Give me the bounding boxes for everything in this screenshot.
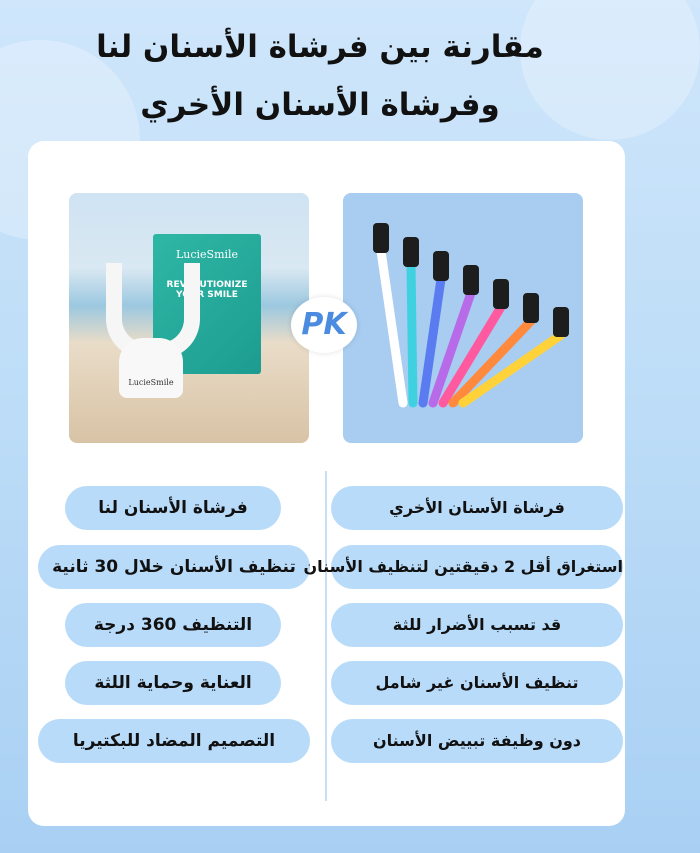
our-toothbrush-photo <box>69 193 309 443</box>
toothbrush-bristles <box>553 307 569 337</box>
other-feature-pill: استغراق أقل 2 دقيقتين لتنظيف الأسنان <box>331 545 623 589</box>
page-title <box>0 18 640 134</box>
toothbrush-bristles <box>403 237 419 267</box>
box-text: REVOLUTIONIZE YOUR SMILE <box>166 280 248 300</box>
our-feature-pill: العناية وحماية اللثة <box>65 661 281 705</box>
other-feature-pill: قد تسبب الأضرار للثة <box>331 603 623 647</box>
toothbrush-bristles <box>373 223 389 253</box>
toothbrush-bristles <box>493 279 509 309</box>
toothbrush-handle <box>381 251 403 403</box>
toothbrush-handle <box>411 265 413 403</box>
other-toothbrushes-photo <box>343 193 583 443</box>
toothbrush-bristles <box>433 251 449 281</box>
other-feature-pill: فرشاة الأسنان الأخري <box>331 486 623 530</box>
box-brand: LucieSmile <box>175 248 239 261</box>
our-feature-pill: التنظيف 360 درجة <box>65 603 281 647</box>
base-brand: LucieSmile <box>128 378 174 387</box>
title-line-1: مقارنة بين فرشاة الأسنان لنا <box>96 29 544 65</box>
toothbrushes-illustration <box>343 193 583 443</box>
toothbrush-bristles <box>463 265 479 295</box>
our-feature-pill: تنظيف الأسنان خلال 30 ثانية <box>38 545 310 589</box>
our-feature-pill: التصميم المضاد للبكتيريا <box>38 719 310 763</box>
comparison-panel <box>28 141 625 826</box>
brush-base <box>119 338 183 398</box>
other-feature-pill: تنظيف الأسنان غير شامل <box>331 661 623 705</box>
other-feature-pill: دون وظيفة تبييض الأسنان <box>331 719 623 763</box>
title-line-2: وفرشاة الأسنان الأخري <box>140 87 500 123</box>
our-feature-pill: فرشاة الأسنان لنا <box>65 486 281 530</box>
toothbrush-bristles <box>523 293 539 323</box>
column-divider <box>325 471 327 801</box>
pk-badge: PK <box>291 297 357 353</box>
